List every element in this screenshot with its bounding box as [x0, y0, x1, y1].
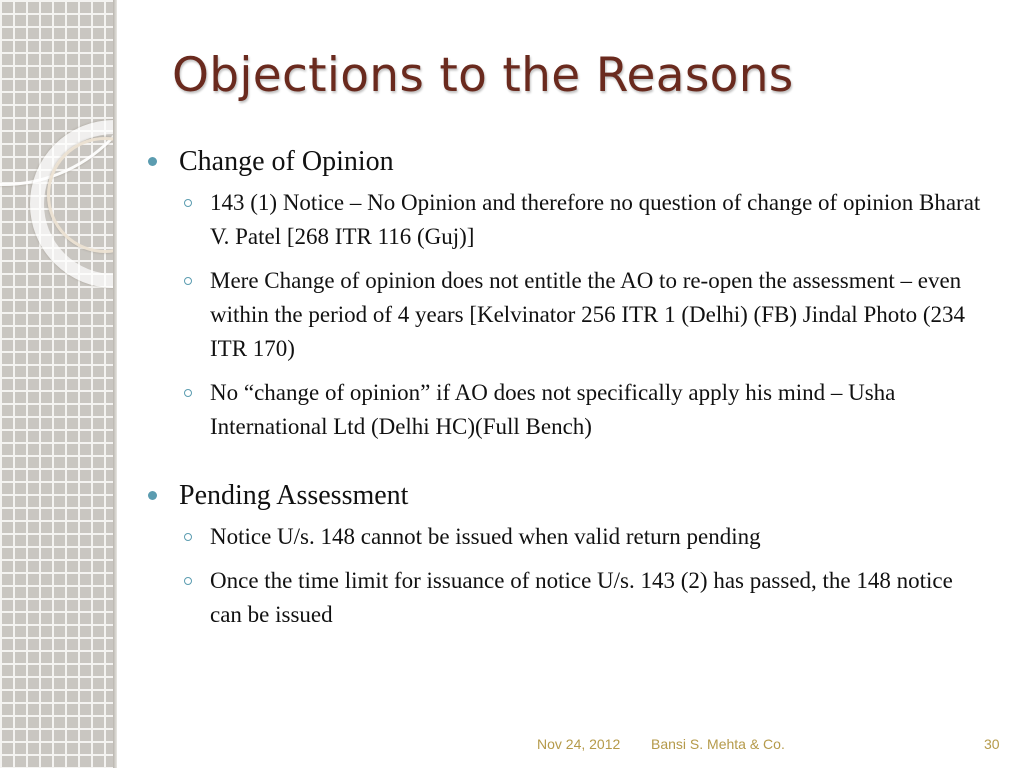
bullet-ring-icon: [184, 277, 192, 285]
sub-bullet-list: [148, 520, 998, 632]
bullet-dot-icon: [148, 491, 157, 500]
bullet-dot-icon: [148, 157, 157, 166]
sub-bullet-item: [148, 264, 998, 366]
sub-bullet-text: Notice U/s. 148 cannot be issued when valid return pending: [210, 524, 761, 549]
sub-bullet-item: [148, 376, 998, 444]
bullet-ring-icon: [184, 533, 192, 541]
slide-body: [148, 142, 998, 642]
bullet-ring-icon: [184, 389, 192, 397]
section-pending-assessment: [148, 476, 998, 632]
sub-bullet-text: 143 (1) Notice – No Opinion and therefore no question of change of opinion Bharat V. Patel [268 ITR 116 (Guj)]: [210, 190, 981, 249]
slide-title: Objections to the Reasons: [172, 48, 794, 103]
heading-text: Pending Assessment: [179, 480, 409, 511]
sub-bullet-text: No “change of opinion” if AO does not specifically apply his mind – Usha International Ltd (Delhi HC)(Full Bench): [210, 380, 896, 439]
sub-bullet-text: Once the time limit for issuance of notice U/s. 143 (2) has passed, the 148 notice can be issued: [210, 568, 953, 627]
section-change-of-opinion: [148, 142, 998, 444]
sub-bullet-item: [148, 520, 998, 554]
sub-bullet-list: [148, 186, 998, 444]
bullet-ring-icon: [184, 577, 192, 585]
bullet-ring-icon: [184, 199, 192, 207]
sub-bullet-item: [148, 186, 998, 254]
footer-organization: Bansi S. Mehta & Co.: [651, 736, 785, 752]
heading-text: Change of Opinion: [179, 146, 394, 177]
footer-date: Nov 24, 2012: [537, 736, 621, 752]
slide-number: 30: [984, 736, 1000, 752]
sub-bullet-item: [148, 564, 998, 632]
bullet-heading: [148, 476, 998, 516]
sidebar-edge: [113, 0, 117, 768]
sub-bullet-text: Mere Change of opinion does not entitle the AO to re-open the assessment – even within the period of 4 years [Kelvinator 256 ITR 1 (Delhi) (FB) Jindal Photo (234 ITR 170): [210, 268, 966, 361]
bullet-heading: [148, 142, 998, 182]
